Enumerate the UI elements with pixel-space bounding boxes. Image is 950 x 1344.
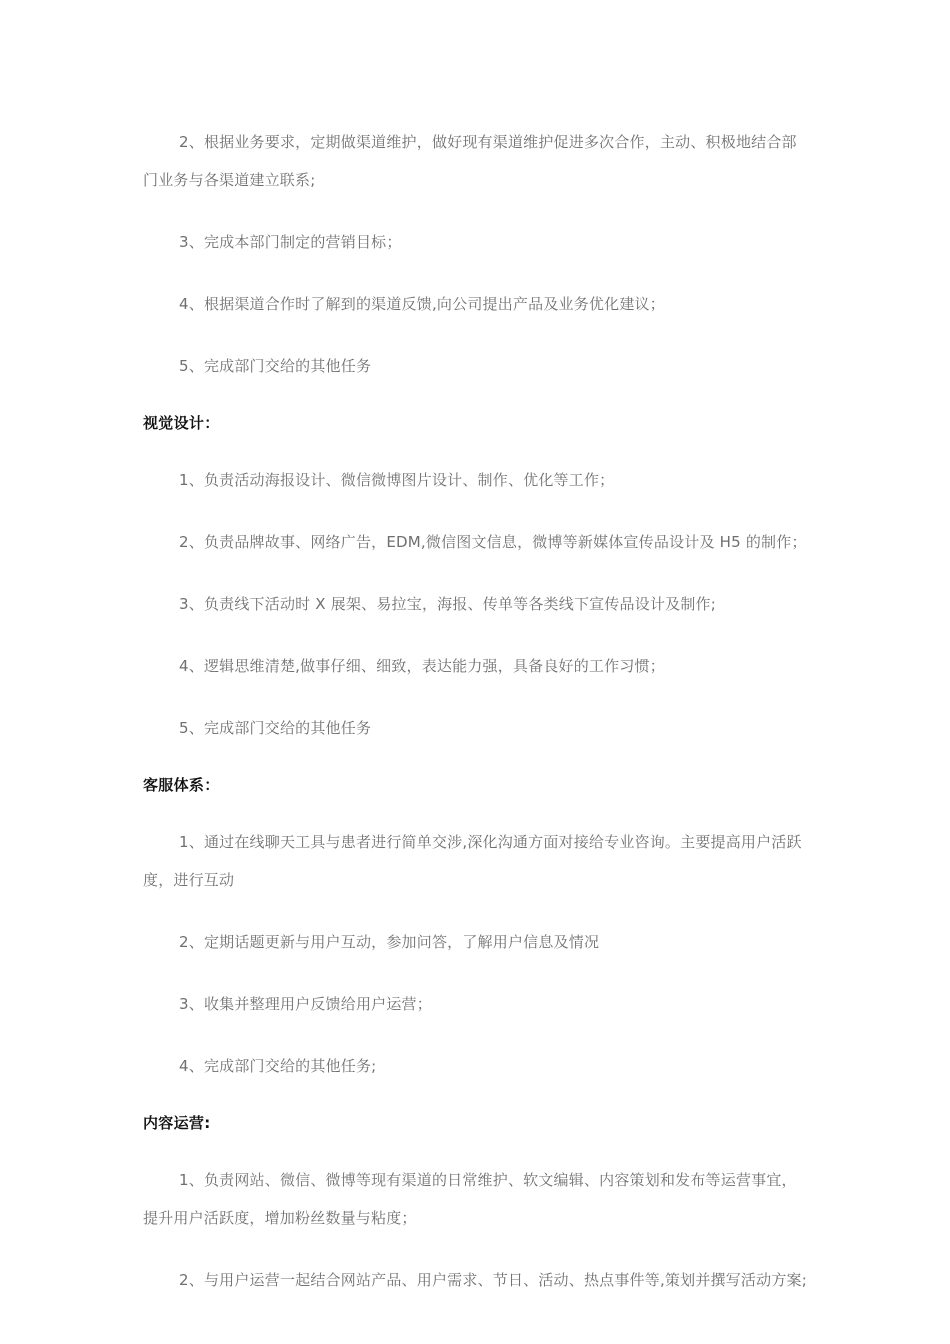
section-visual-design	[143, 409, 807, 747]
section-channel-continued	[143, 123, 807, 385]
list-item: 3、完成本部门制定的营销目标；	[179, 233, 402, 251]
section-heading: 视觉设计：	[143, 414, 220, 432]
document-content	[143, 123, 807, 1323]
list-item: 2、负责品牌故事、网络广告，EDM,微信图文信息，微博等新媒体宣传品设计及 H5 的制作；	[179, 533, 807, 551]
list-item: 2、与用户运营一起结合网站产品、用户需求、节日、活动、热点事件等,策划并撰写活动方案;	[179, 1271, 807, 1289]
list-item: 4、完成部门交给的其他任务;	[179, 1057, 377, 1075]
list-item: 1、负责网站、微信、微博等现有渠道的日常维护、软文编辑、内容策划和发布等运营事宜，提升用户活跃度，增加粉丝数量与粘度；	[143, 1171, 797, 1227]
section-customer-service	[143, 771, 807, 1085]
list-item: 5、完成部门交给的其他任务	[179, 719, 372, 737]
list-item: 5、完成部门交给的其他任务	[179, 357, 372, 375]
list-item: 2、定期话题更新与用户互动，参加问答，了解用户信息及情况	[179, 933, 600, 951]
section-heading: 内容运营:	[143, 1114, 211, 1132]
list-item: 3、负责线下活动时 X 展架、易拉宝，海报、传单等各类线下宣传品设计及制作;	[179, 595, 717, 613]
section-content-operations	[143, 1109, 807, 1299]
list-item: 1、负责活动海报设计、微信微博图片设计、制作、优化等工作；	[179, 471, 615, 489]
list-item: 2、根据业务要求，定期做渠道维护，做好现有渠道维护促进多次合作，主动、积极地结合部门业务与各渠道建立联系;	[143, 133, 797, 189]
list-item: 1、通过在线聊天工具与患者进行简单交涉,深化沟通方面对接给专业咨询。主要提高用户活跃度，进行互动	[143, 833, 802, 889]
list-item: 4、逻辑思维清楚,做事仔细、细致，表达能力强，具备良好的工作习惯；	[179, 657, 665, 675]
list-item: 3、收集并整理用户反馈给用户运营；	[179, 995, 432, 1013]
list-item: 4、根据渠道合作时了解到的渠道反馈,向公司提出产品及业务优化建议；	[179, 295, 665, 313]
section-heading: 客服体系：	[143, 776, 220, 794]
